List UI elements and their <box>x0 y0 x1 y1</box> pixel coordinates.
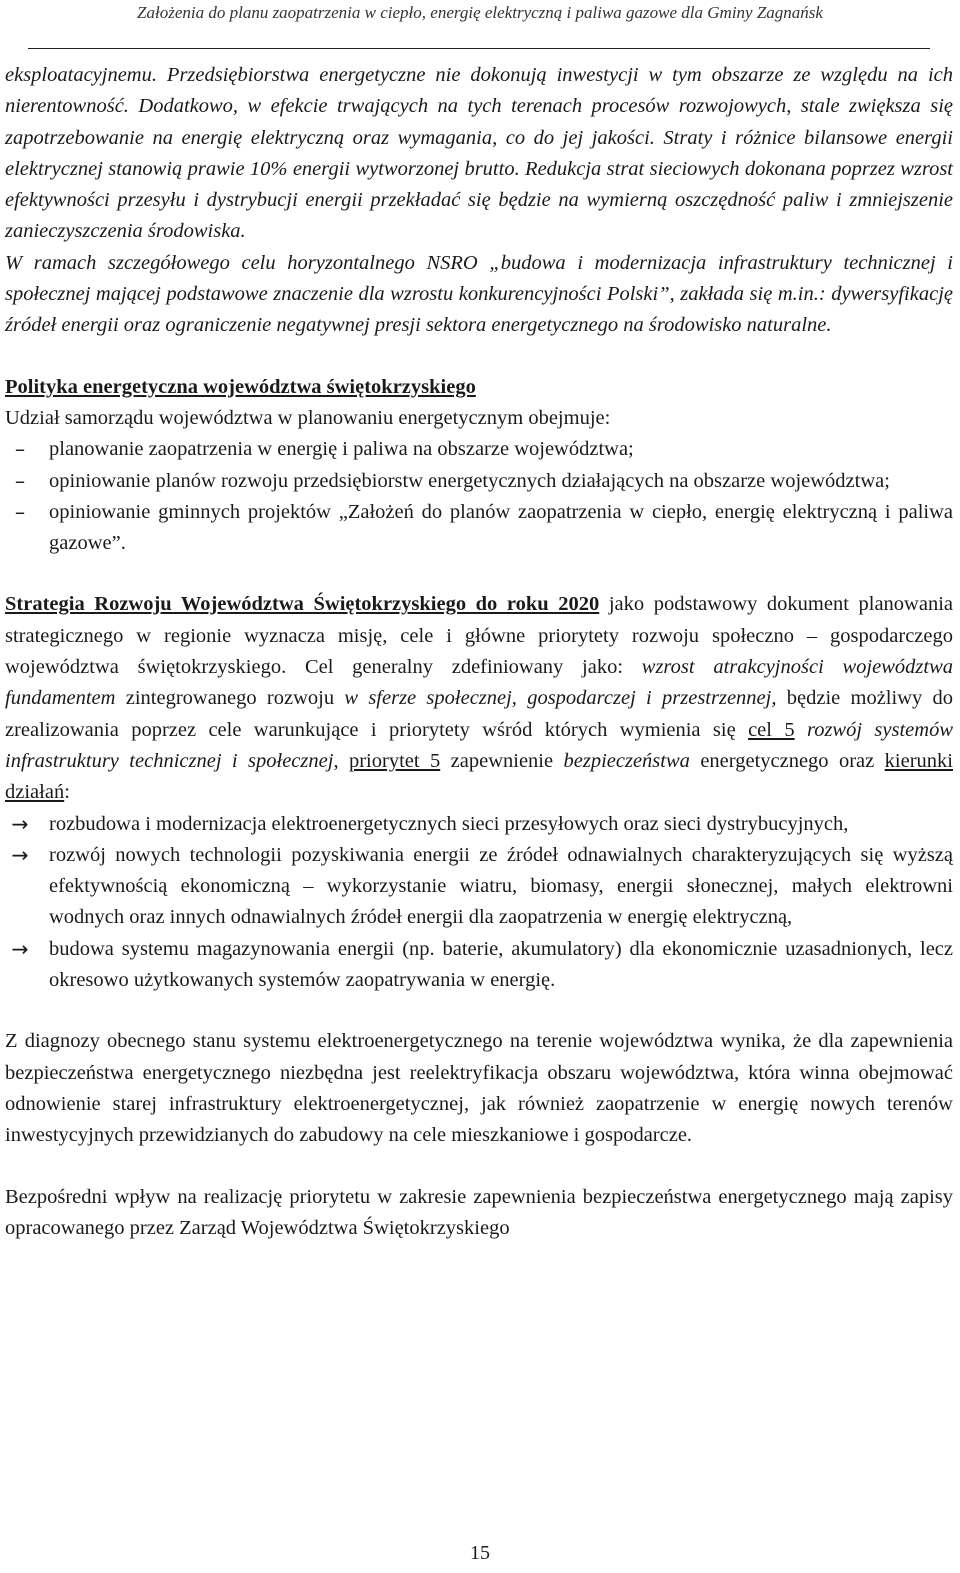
dash-bullet-icon: – <box>14 499 26 524</box>
page-number: 15 <box>470 1542 490 1564</box>
strategy-heading: Strategia Rozwoju Województwa Świętokrzyskiego do roku 2020 <box>5 593 600 616</box>
intro-paragraph-1: eksploatacyjnemu. Przedsiębiorstwa energetyczne nie dokonują inwestycji w tym obszarze ze względu na ich nierentowność. Dodatkowo, w efekcie trwających na tych terenach procesów rozwojowych, stale zwiększa się zapotrzebowanie na energię elektryczną oraz wymagania, co do jej jakości. Straty i różnice bilansowe energii elektrycznej stanowią prawie 10% energii wytworzonej brutto. Redukcja strat sieciowych dokonana poprzez wzrost efektywności przesyłu i dystrybucji energii przekładać się będzie na wymierną oszczędność paliw i zmniejszenie zanieczyszczenia środowiska. <box>5 64 953 243</box>
arrow-right-icon: → <box>11 842 29 867</box>
list-item: → rozbudowa i modernizacja elektroenergetycznych sieci przesyłowych oraz sieci dystrybucyjnych, <box>5 809 953 840</box>
page-header <box>0 0 960 24</box>
dash-bullet-icon: – <box>14 468 26 493</box>
dash-bullet-icon: – <box>14 437 26 462</box>
header-title: Założenia do planu zaopatrzenia w ciepło, energię elektryczną i paliwa gazowe dla Gminy Zagnańsk <box>137 3 823 22</box>
list-item: – opiniowanie gminnych projektów „Założeń do planów zaopatrzenia w ciepło, energię elektryczną i paliwa gazowe”. <box>5 497 953 560</box>
arrow-right-icon: → <box>11 811 29 836</box>
priority-5-reference: priorytet 5 <box>348 749 441 772</box>
intro-paragraph-2: W ramach szczegółowego celu horyzontalnego NSRO „budowa i modernizacja infrastruktury technicznej i społecznej mającej podstawowe znaczenie dla wzrostu konkurencyjności Polski”, zakłada się m.in.: dywersyfikację źródeł energii oraz ograniczenie negatywnej presji sektora energetycznego na środowisko naturalne. <box>5 251 953 337</box>
goal-5-reference: cel 5 <box>748 718 795 741</box>
closing-paragraph: Bezpośredni wpływ na realizację priorytetu w zakresie zapewnienia bezpieczeństwa energetycznego mają zapisy opracowanego przez Zarząd Województwa Świętokrzyskiego <box>5 1185 953 1239</box>
policy-list <box>5 434 953 559</box>
arrow-right-icon: → <box>11 936 29 961</box>
header-divider <box>28 48 930 49</box>
list-item: → rozwój nowych technologii pozyskiwania energii ze źródeł odnawialnych charakteryzujących się wyższą efektywnością ekonomiczną – wykorzystanie wiatru, biomasy, energii słonecznej, małych elektrowni wodnych oraz innych odnawialnych źródeł energii dla zaopatrzenia w energię elektryczną, <box>5 840 953 934</box>
list-item: → budowa systemu magazynowania energii (np. baterie, akumulatory) dla ekonomicznie uzasadnionych, lecz okresowo użytkowanych systemów zaopatrywania w energię. <box>5 934 953 997</box>
policy-lead: Udział samorządu województwa w planowaniu energetycznym obejmuje: <box>5 406 611 429</box>
list-item: – opiniowanie planów rozwoju przedsiębiorstw energetycznych działających na obszarze województwa; <box>5 466 953 497</box>
list-item: – planowanie zaopatrzenia w energię i paliwa na obszarze województwa; <box>5 434 953 465</box>
strategy-list <box>5 809 953 997</box>
strategy-paragraph: Strategia Rozwoju Województwa Świętokrzyskiego do roku 2020 jako podstawowy dokument planowania strategicznego w regionie wyznacza misję, cele i główne priorytety rozwoju społeczno – gospodarczego województwa świętokrzyskiego. Cel generalny zdefiniowany jako: wzrost atrakcyjności województwa fundamentem zintegrowanego rozwoju w sferze społecznej, gospodarczej i przestrzennej, będzie możliwy do zrealizowania poprzez cele warunkujące i priorytety wśród których wymienia się cel 5 rozwój systemów infrastruktury technicznej i społecznej, priorytet 5 zapewnienie bezpieczeństwa energetycznego oraz kierunki działań: <box>5 593 954 804</box>
document-body <box>5 60 953 1244</box>
diagnosis-paragraph: Z diagnozy obecnego stanu systemu elektroenergetycznego na terenie województwa wynika, że dla zapewnienia bezpieczeństwa energetycznego niezbędna jest reelektryfikacja obszaru województwa, która winna obejmować odnowienie starej infrastruktury elektroenergetycznej, jak również zaopatrzenie w energię nowych terenów inwestycyjnych przewidzianych do zabudowy na cele mieszkaniowe i gospodarcze. <box>5 1030 953 1147</box>
policy-heading: Polityka energetyczna województwa świętokrzyskiego <box>5 375 476 398</box>
action-directions-reference: kierunki działań <box>5 749 953 804</box>
